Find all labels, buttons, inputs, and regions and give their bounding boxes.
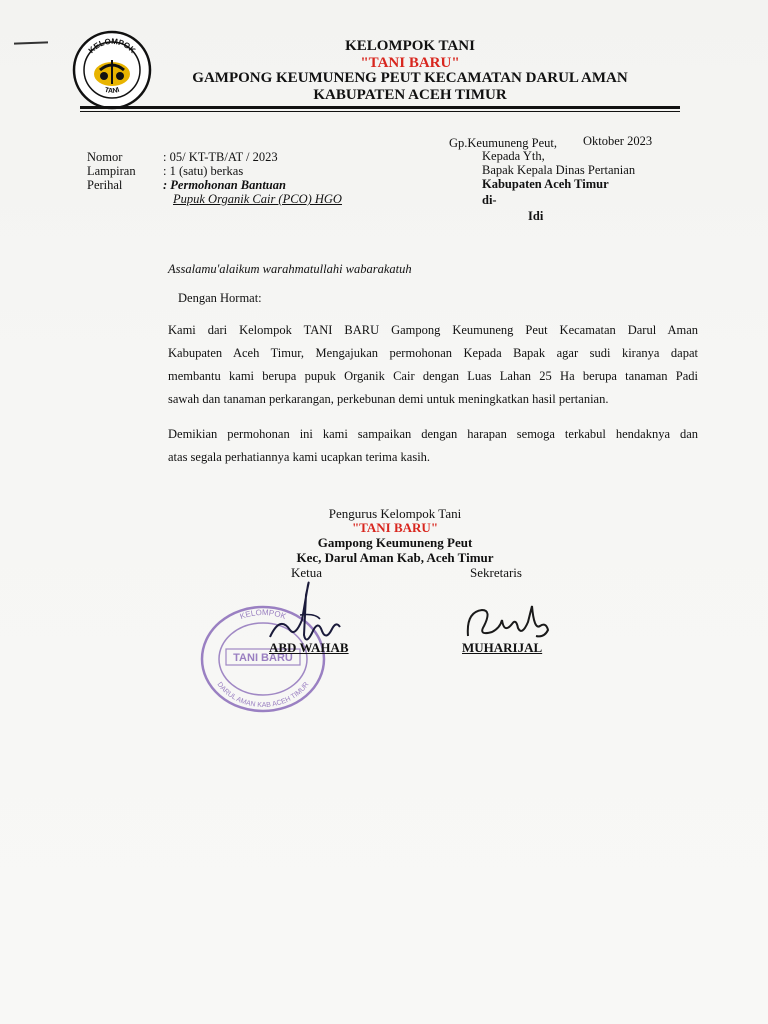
lampiran-label: Lampiran — [87, 164, 136, 178]
stamp-text-bottom: DARUL AMAN KAB ACEH TIMUR — [215, 681, 311, 710]
stamp-text-mid: TANI BARU — [233, 652, 293, 664]
header-line-3: GAMPONG KEUMUNENG PEUT KECAMATAN DARUL AMAN — [192, 70, 628, 86]
nomor-label: Nomor — [87, 150, 123, 164]
header-rule-thick — [80, 106, 680, 109]
header-rule-thin — [80, 111, 680, 112]
recipient-at: di- — [482, 193, 497, 207]
sig-org-4: Kec, Darul Aman Kab, Aceh Timur — [296, 550, 494, 565]
signature-sekretaris — [462, 600, 557, 645]
paragraph-2-line: Demikian permohonan ini kami sampaikan dengan harapan semoga terkabul hendaknya dan — [168, 427, 698, 441]
sig-org-2: "TANI BARU" — [351, 520, 439, 535]
corner-mark — [14, 41, 48, 44]
name-sekretaris: MUHARIJAL — [462, 640, 543, 655]
perihal-label: Perihal — [87, 178, 123, 192]
salutation: Assalamu'alaikum warahmatullahi wabarakatuh — [168, 262, 412, 276]
recipient-office: Kabupaten Aceh Timur — [482, 177, 609, 191]
paragraph-1-line: membantu kami berupa pupuk Organik Cair dengan Luas Lahan 25 Ha berupa tanaman Padi — [168, 369, 698, 383]
sig-org-3: Gampong Keumuneng Peut — [317, 535, 473, 550]
header-line-1: KELOMPOK TANI — [345, 38, 475, 54]
letter-place: Gp.Keumuneng Peut, — [449, 136, 557, 150]
nomor-value: : 05/ KT-TB/AT / 2023 — [163, 150, 278, 164]
perihal-value-1: : Permohonan Bantuan — [163, 178, 286, 192]
paragraph-2-line: atas segala perhatiannya kami ucapkan terima kasih. — [168, 450, 431, 464]
perihal-value-2: Pupuk Organik Cair (PCO) HGO — [173, 192, 342, 206]
name-ketua: ABD WAHAB — [269, 640, 349, 655]
paragraph-1-line: sawah dan tanaman perkarangan, perkebunan demi untuk meningkatkan hasil pertanian. — [168, 392, 609, 406]
logo-text-bottom: TANI — [103, 86, 121, 95]
header-line-2: "TANI BARU" — [360, 55, 460, 71]
header-line-4: KABUPATEN ACEH TIMUR — [313, 87, 507, 103]
paragraph-1-line: Kami dari Kelompok TANI BARU Gampong Keumuneng Peut Kecamatan Darul Aman — [168, 323, 698, 337]
sig-org-1: Pengurus Kelompok Tani — [328, 506, 462, 521]
recipient-city: Idi — [528, 209, 544, 223]
recipient-name: Bapak Kepala Dinas Pertanian — [482, 163, 636, 177]
lampiran-value: : 1 (satu) berkas — [163, 164, 244, 178]
greeting: Dengan Hormat: — [178, 291, 262, 305]
svg-text:TANI — [104, 87, 121, 95]
logo-text-top: KELOMPOK — [86, 36, 138, 56]
paragraph-2 — [168, 423, 698, 469]
kelompok-tani-logo — [72, 30, 152, 110]
role-ketua: Ketua — [291, 565, 323, 580]
role-sekretaris: Sekretaris — [470, 565, 522, 580]
paragraph-1-line: Kabupaten Aceh Timur, Mengajukan permohonan Kepada Bapak agar sudi kiranya dapat — [168, 346, 698, 360]
letter-date: Oktober 2023 — [583, 134, 653, 148]
stamp-text-top: KELOMPOK — [238, 607, 288, 622]
recipient-to: Kepada Yth, — [482, 149, 545, 163]
paragraph-1 — [168, 319, 698, 411]
